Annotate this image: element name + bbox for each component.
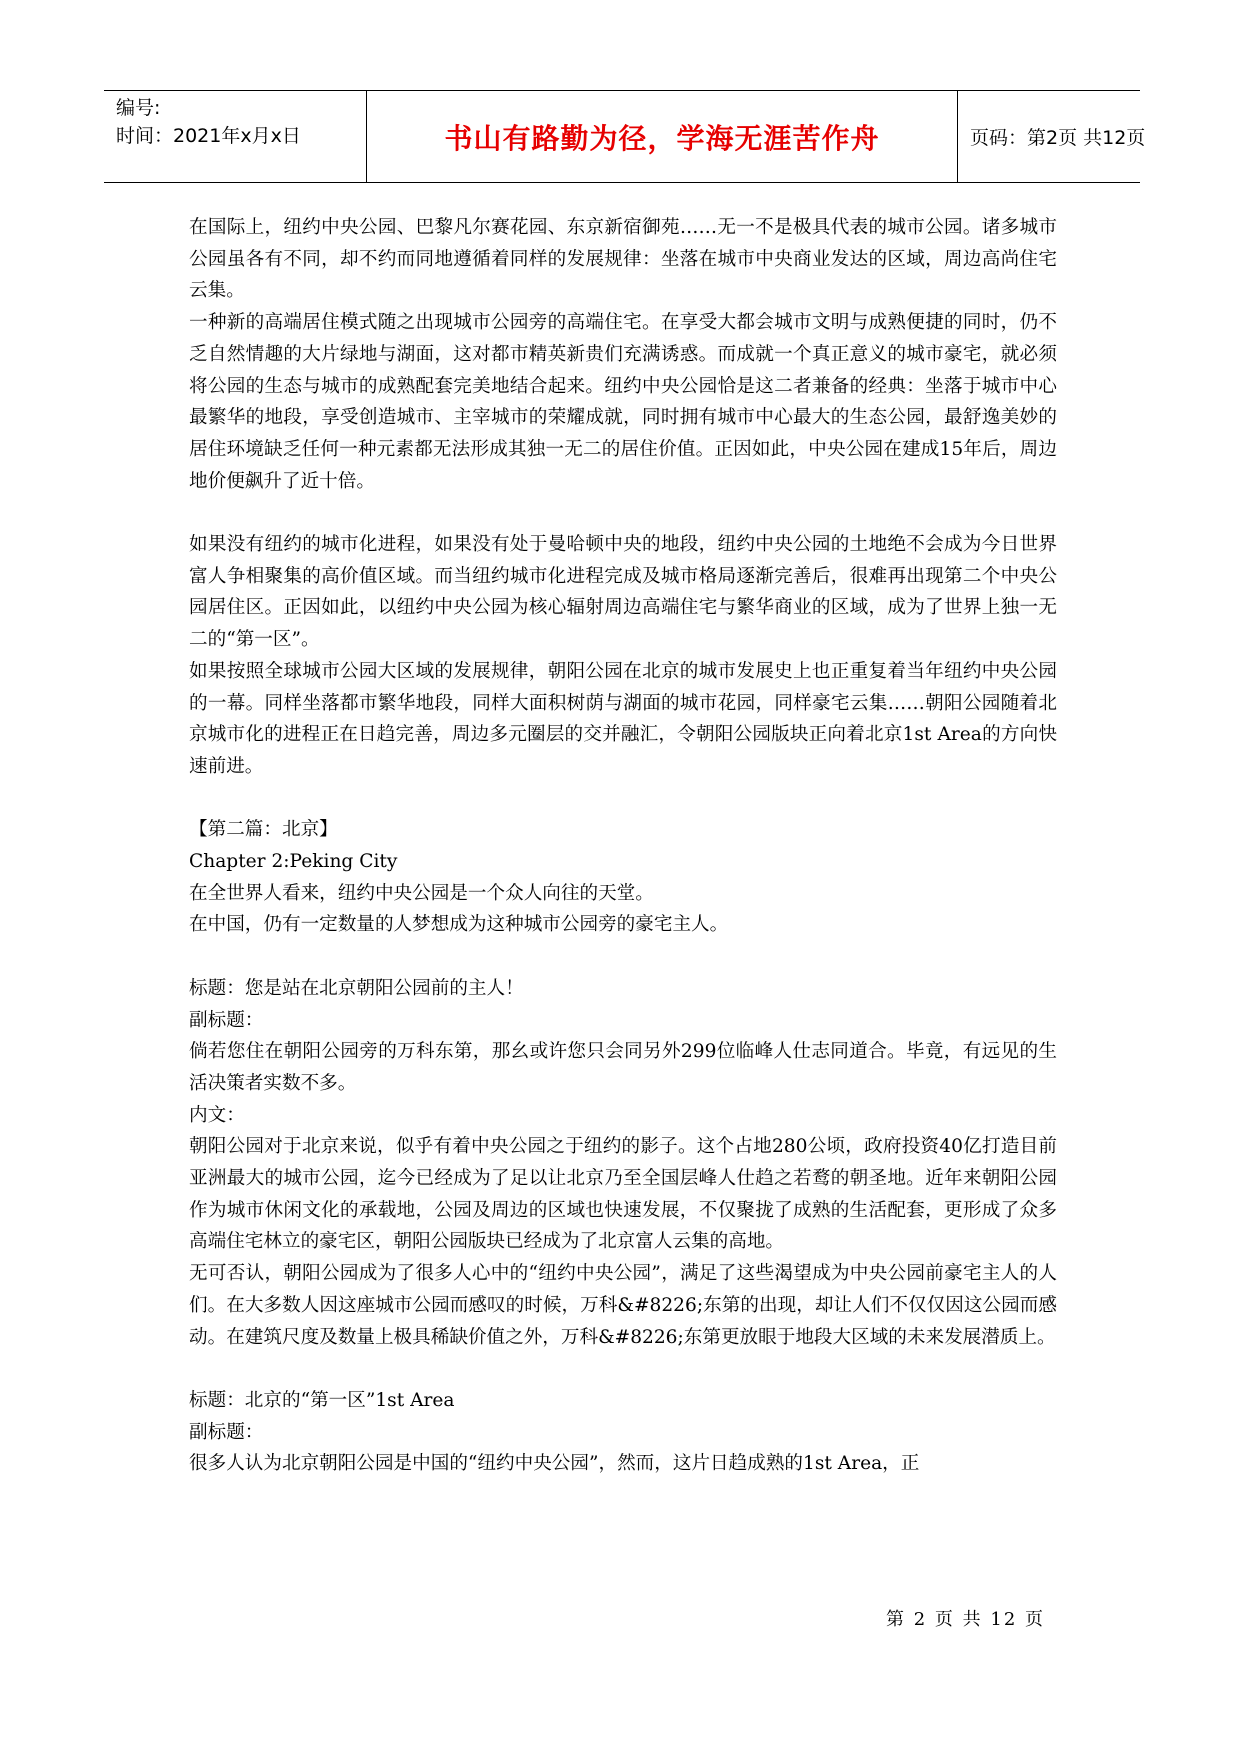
paragraph: 很多人认为北京朝阳公园是中国的“纽约中央公园”，然而，这片日趋成熟的1st Area，正 <box>189 1453 920 1475</box>
paragraph: 在中国，仍有一定数量的人梦想成为这种城市公园旁的豪宅主人。 <box>189 914 729 936</box>
subtitle-label: 副标题： <box>189 1421 264 1443</box>
page-header <box>104 90 1146 183</box>
chapter-heading-cn: 【第二篇：北京】 <box>189 819 338 841</box>
subtitle-text: 倘若您住在朝阳公园旁的万科东第，那幺或许您只会同另外299位临峰人仕志同道合。毕竟，有远见的生活决策者实数不多。 <box>189 1041 1057 1094</box>
subtitle-label: 副标题： <box>189 1009 264 1031</box>
motto-text: 书山有路勤为径，学海无涯苦作舟 <box>444 121 880 155</box>
time-label: 时间：2021年x月x日 <box>116 125 301 147</box>
paragraph: 在全世界人看来，纽约中央公园是一个众人向往的天堂。 <box>189 882 654 904</box>
paragraph: 朝阳公园对于北京来说，似乎有着中央公园之于纽约的影子。这个占地280公顷，政府投资40亿打造目前亚洲最大的城市公园，迄今已经成为了足以让北京乃至全国层峰人仕趋之若鹜的朝圣地。近年来朝阳公园作为城市休闲文化的承载地，公园及周边的区域也快速发展，不仅聚拢了成熟的生活配套，更形成了众多高端住宅林立的豪宅区，朝阳公园版块已经成为了北京富人云集的高地。 <box>189 1136 1057 1253</box>
header-page-number: 页码：第2页 共12页 <box>970 127 1146 149</box>
paragraph: 如果按照全球城市公园大区域的发展规律，朝阳公园在北京的城市发展史上也正重复着当年纽约中央公园的一幕。同样坐落都市繁华地段，同样大面积树荫与湖面的城市花园，同样豪宅云集……朝阳公园随着北京城市化的进程正在日趋完善，周边多元圈层的交并融汇，令朝阳公园版块正向着北京1st Area的方向快速前进。 <box>189 660 1057 777</box>
page-footer: 第 2 页 共 12 页 <box>886 1609 1045 1630</box>
paragraph: 如果没有纽约的城市化进程，如果没有处于曼哈顿中央的地段，纽约中央公园的土地绝不会成为今日世界富人争相聚集的高价值区域。而当纽约城市化进程完成及城市格局逐渐完善后，很难再出现第二个中央公园居住区。正因如此，以纽约中央公园为核心辐射周边高端住宅与繁华商业的区域，成为了世界上独一无二的“第一区”。 <box>189 534 1057 651</box>
header-motto-cell <box>367 91 958 182</box>
paragraph: 在国际上，纽约中央公园、巴黎凡尔赛花园、东京新宿御苑……无一不是极具代表的城市公园。诸多城市公园虽各有不同，却不约而同地遵循着同样的发展规律：坐落在城市中央商业发达的区域，周边高尚住宅云集。 <box>189 217 1057 302</box>
section-title: 标题：您是站在北京朝阳公园前的主人！ <box>189 977 524 999</box>
section-title: 标题：北京的“第一区”1st Area <box>189 1389 455 1411</box>
body-label: 内文： <box>189 1104 245 1126</box>
document-body <box>189 212 1057 1480</box>
chapter-heading-en: Chapter 2:Peking City <box>189 851 398 873</box>
header-info-cell <box>104 91 367 182</box>
paragraph: 一种新的高端居住模式随之出现城市公园旁的高端住宅。在享受大都会城市文明与成熟便捷的同时，仍不乏自然情趣的大片绿地与湖面，这对都市精英新贵们充满诱惑。而成就一个真正意义的城市豪宅，就必须将公园的生态与城市的成熟配套完美地结合起来。纽约中央公园恰是这二者兼备的经典：坐落于城市中心最繁华的地段，享受创造城市、主宰城市的荣耀成就，同时拥有城市中心最大的生态公园，最舒逸美妙的居住环境缺乏任何一种元素都无法形成其独一无二的居住价值。正因如此，中央公园在建成15年后，周边地价便飙升了近十倍。 <box>189 312 1057 492</box>
serial-label: 编号: <box>116 97 161 119</box>
paragraph: 无可否认，朝阳公园成为了很多人心中的“纽约中央公园”，满足了这些渴望成为中央公园前豪宅主人的人们。在大多数人因这座城市公园而感叹的时候，万科&#8226;东第的出现，却让人们不仅仅因这公园而感动。在建筑尺度及数量上极具稀缺价值之外，万科&#8226;东第更放眼于地段大区域的未来发展潜质上。 <box>189 1263 1057 1348</box>
header-page-cell <box>958 91 1146 182</box>
